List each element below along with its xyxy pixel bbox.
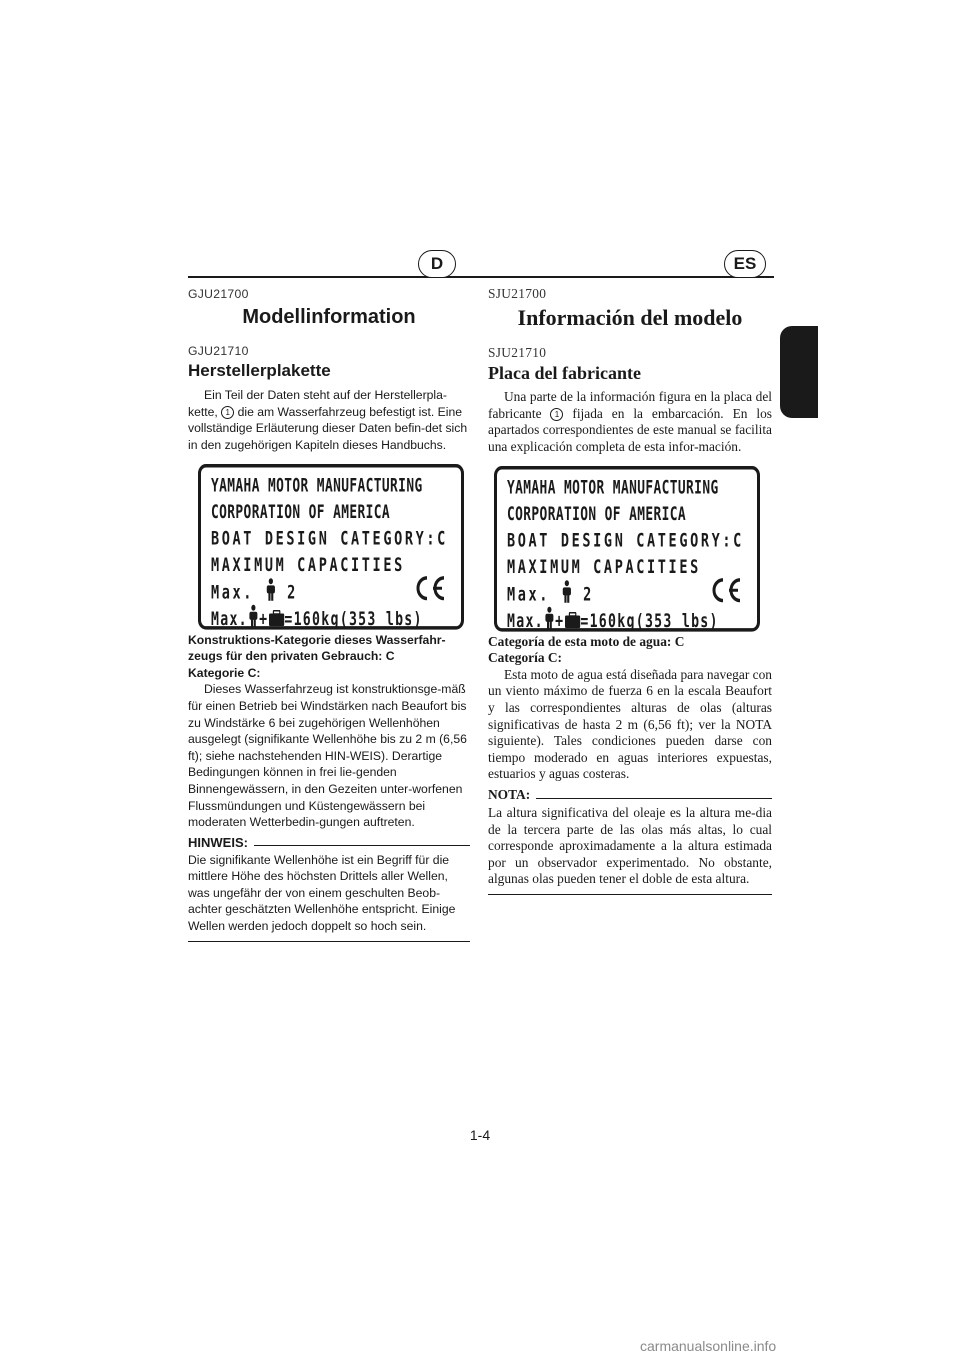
ce-mark-icon: [707, 575, 745, 605]
subsection-title: Placa del fabricante: [488, 363, 641, 384]
watermark: carmanualsonline.info: [640, 1338, 777, 1354]
subsection-code: GJU21710: [188, 343, 249, 358]
person-icon: [544, 606, 555, 629]
category-heading: Categoría de esta moto de agua: C: [488, 633, 685, 649]
person-icon: [265, 577, 276, 600]
manufacturer-plate: [494, 466, 760, 632]
chapter-tab: [780, 326, 818, 418]
subsection-code: SJU21710: [488, 344, 547, 360]
note-header: HINWEIS:: [188, 835, 470, 850]
plate-weight-row: Max. + =160kg(353 lbs): [211, 604, 453, 630]
section-code: GJU21700: [188, 287, 249, 301]
note-paragraph: Die signifikante Wellenhöhe ist ein Begriff für die mittlere Höhe des höchsten Drittels aller Wellen, was ungefähr der von einem geschulten Beob-achter geschätzten Wellenhöhe entspricht. Einige Wellen werden jedoch doppelt so hoch sein.: [188, 852, 456, 934]
plate-line-4: MAXIMUM CAPACITIES: [507, 555, 701, 578]
plate-weight-row: Max. + =160kg(353 lbs): [507, 606, 749, 632]
category-paragraph: Esta moto de agua está diseñada para navegar con un viento máximo de fuerza 6 en la escala Beaufort y las correspondientes alturas de olas (alturas significativas de hasta 2 m (6,56 ft); ver la NOTA siguiente). Tales condiciones pueden darse con tiempo moderado en aguas interiores expuestas, estuarios y aguas costeras.: [488, 666, 772, 782]
plate-line-1: YAMAHA MOTOR MANUFACTURING: [211, 473, 423, 496]
note-end-rule: [488, 894, 772, 895]
callout-1-icon: 1: [550, 408, 563, 421]
luggage-icon: [564, 612, 580, 628]
language-badge-spanish: ES: [724, 250, 766, 278]
section-code: SJU21700: [488, 286, 547, 301]
spanish-column: [488, 286, 772, 895]
header-bar: [188, 254, 774, 278]
plate-line-3: BOAT DESIGN CATEGORY:C: [507, 528, 744, 551]
note-paragraph: La altura significativa del oleaje es la altura me-dia de la tercera parte de las olas más altas, lo cual corresponde aproximadamente a la altura estimada por un observador experimentado. No obstante, algunas olas pueden tener el doble de esta altura.: [488, 804, 772, 887]
luggage-icon: [268, 610, 284, 626]
callout-1-icon: 1: [221, 406, 234, 419]
note-header: NOTA:: [488, 787, 772, 803]
header-rule: [188, 276, 774, 278]
category-paragraph: Dieses Wasserfahrzeug ist konstruktionsge-mäß für einen Betrieb bei Windstärken nach Beaufort bis zu Windstärke 6 bei zugehörigen Wellenhöhen ausgelegt (signifikante Wellenhöhe bis zu 2 m (6,56 ft); siehe nachstehenden HIN-WEIS). Derartige Bedingungen können in frei lie-genden Binnengewässern, in den Gezeiten unter-worfenen Flussmündungen und Küstengewässern bei moderaten Wetterbedin-gungen auftreten.: [188, 682, 467, 830]
category-label: Kategorie C:: [188, 665, 261, 680]
plate-line-4: MAXIMUM CAPACITIES: [211, 553, 405, 576]
page-number: 1-4: [469, 1127, 491, 1143]
plate-persons-row: Max. 2: [211, 577, 453, 603]
plate-persons-row: Max. 2: [507, 579, 749, 605]
person-icon: [561, 579, 572, 602]
manufacturer-plate: [198, 464, 464, 630]
intro-paragraph: Una parte de la información figura en la placa del fabricante 1 fijada en la embarcación. En los apartados correspondientes de este manual se facilita una explicación completa de esta infor-mación.: [488, 389, 772, 454]
page-title: Modellinformation: [242, 305, 416, 328]
ce-mark-icon: [411, 573, 449, 603]
category-label: Categoría C:: [488, 650, 562, 666]
plate-line-2: CORPORATION OF AMERICA: [211, 500, 391, 523]
plate-line-2: CORPORATION OF AMERICA: [507, 502, 687, 525]
page-title: Información del modelo: [517, 304, 743, 330]
plate-line-3: BOAT DESIGN CATEGORY:C: [211, 526, 448, 549]
category-heading: Konstruktions-Kategorie dieses Wasserfahr-zeugs für den privaten Gebrauch: C: [188, 632, 446, 664]
note-end-rule: [188, 941, 470, 942]
plate-line-1: YAMAHA MOTOR MANUFACTURING: [507, 475, 719, 498]
intro-paragraph: Ein Teil der Daten steht auf der Herstellerpla-kette, 1 die am Wasserfahrzeug befestigt ist. Eine vollständige Erläuterung dieser Daten befin-det sich in den zugehörigen Kapiteln dieses Handbuchs.: [188, 388, 468, 452]
person-icon: [248, 604, 259, 627]
language-badge-german: D: [418, 250, 456, 278]
subsection-title: Herstellerplakette: [188, 361, 331, 381]
german-column: [188, 286, 470, 942]
